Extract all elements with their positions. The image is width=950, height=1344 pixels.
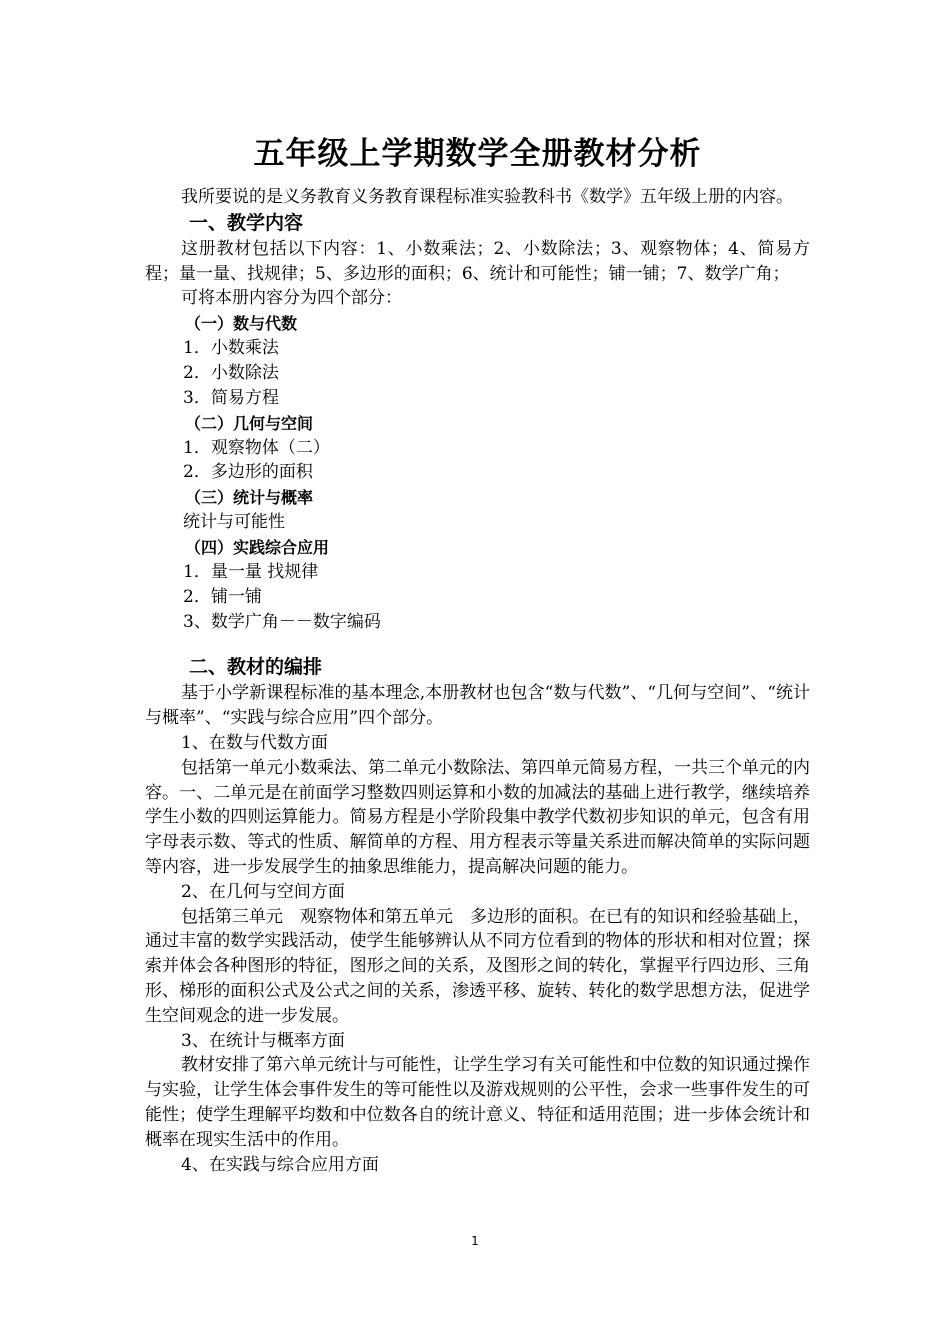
list-item: 1．观察物体（二） [183, 437, 330, 458]
list-item: 统计与可能性 [183, 512, 285, 533]
document-title: 五年级上学期数学全册教材分析 [253, 136, 702, 172]
subsection-title-geometry-space: 2、在几何与空间方面 [181, 881, 345, 902]
part-heading-statistics-probability: （三）统计与概率 [185, 488, 314, 508]
intro-paragraph: 我所要说的是义务教育义务教育课程标准实验教科书《数学》五年级上册的内容。 [181, 187, 793, 207]
subsection-title-number-algebra: 1、在数与代数方面 [181, 732, 328, 753]
document-content [145, 128, 810, 1177]
section-heading-teaching-content: 一、教学内容 [189, 211, 304, 234]
list-item: 2．多边形的面积 [183, 462, 313, 483]
list-item: 1．量一量 找规律 [183, 561, 319, 582]
list-item: 2．铺一铺 [183, 586, 262, 607]
section-spacer [145, 634, 810, 654]
parts-intro-paragraph: 可将本册内容分为四个部分： [181, 288, 402, 309]
subsection-title-statistics-probability: 3、在统计与概率方面 [181, 1030, 345, 1051]
page-number: 1 [471, 1234, 479, 1248]
subsection-text-statistics-probability: 教材安排了第六单元统计与可能性，让学生学习有关可能性和中位数的知识通过操作与实验，让学生体会事件发生的等可能性以及游戏规则的公平性，会求一些事件发生的可能性；使学生理解平均数和中位数各自的统计意义、特征和适用范围；进一步体会统计和概率在现实生活中的作用。 [145, 1055, 810, 1150]
content-list-paragraph: 这册教材包括以下内容：1、小数乘法；2、小数除法；3、观察物体；4、简易方程；量一量、找规律；5、多边形的面积；6、统计和可能性；铺一铺；7、数学广角； [145, 238, 810, 284]
list-item: 3、数学广角－－数字编码 [183, 611, 381, 632]
subsection-text-number-algebra: 包括第一单元小数乘法、第二单元小数除法、第四单元简易方程，一共三个单元的内容。一、二单元是在前面学习整数四则运算和小数的加减法的基础上进行教学，继续培养学生小数的四则运算能力。简易方程是小学阶段集中教学代数初步知识的单元，包含有用字母表示数、等式的性质、解简单的方程、用方程表示等量关系进而解决简单的实际问题等内容，进一步发展学生的抽象思维能力，提高解决问题的能力。 [145, 757, 810, 877]
part-heading-geometry-space: （二）几何与空间 [185, 413, 314, 433]
part-heading-practice-application: （四）实践综合应用 [185, 537, 330, 557]
list-item: 1．小数乘法 [183, 338, 279, 359]
subsection-title-practice-application: 4、在实践与综合应用方面 [181, 1154, 379, 1175]
part-heading-number-algebra: （一）数与代数 [185, 314, 298, 334]
list-item: 3．简易方程 [183, 387, 279, 408]
arrangement-intro-paragraph: 基于小学新课程标准的基本理念,本册教材也包含“数与代数”、“几何与空间”、“统计与概率”、“实践与综合应用”四个部分。 [145, 683, 810, 729]
list-item: 2．小数除法 [183, 362, 279, 383]
subsection-text-geometry-space: 包括第三单元 观察物体和第五单元 多边形的面积。在已有的知识和经验基础上，通过丰富的数学实践活动，使学生能够辨认从不同方位看到的物体的形状和相对位置；探索并体会各种图形的特征，图形之间的关系，及图形之间的转化，掌握平行四边形、三角形、梯形的面积公式及公式之间的关系，渗透平移、旋转、转化的数学思想方法，促进学生空间观念的进一步发展。 [145, 906, 810, 1026]
section-heading-textbook-arrangement: 二、教材的编排 [189, 656, 323, 679]
